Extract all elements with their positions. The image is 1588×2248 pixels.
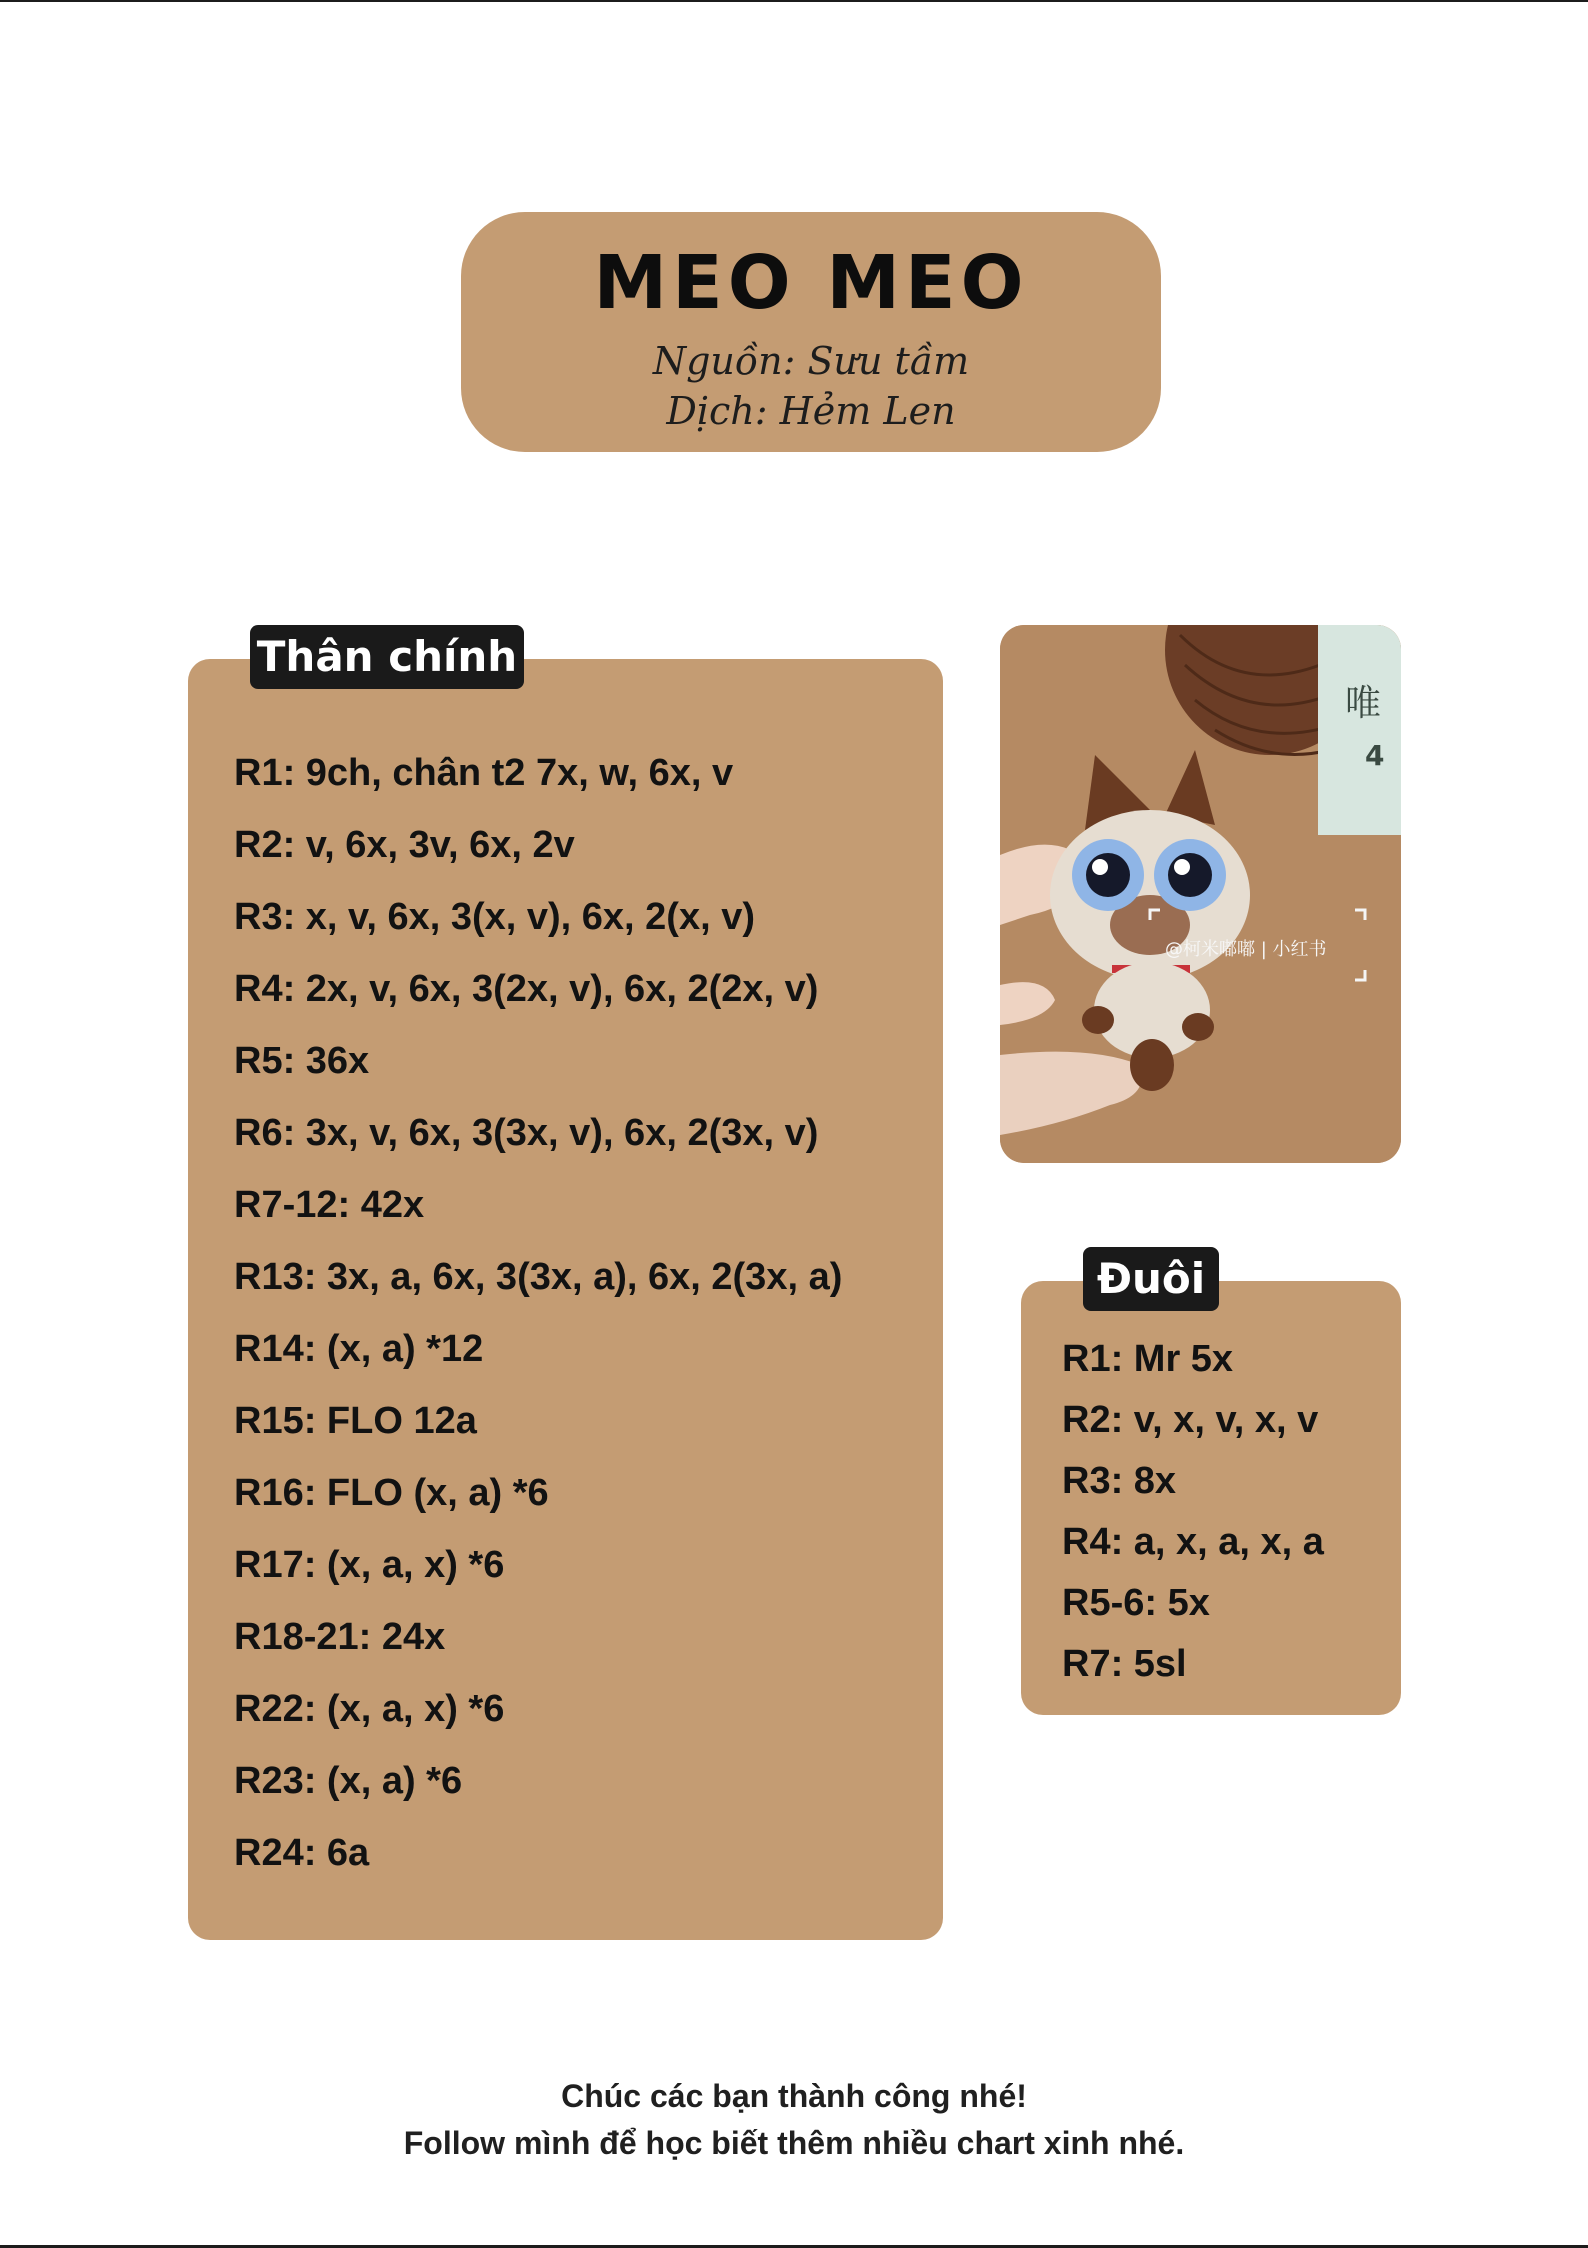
- pattern-row: R6: 3x, v, 6x, 3(3x, v), 6x, 2(3x, v): [234, 1112, 819, 1154]
- pattern-row: R18-21: 24x: [234, 1616, 446, 1658]
- tail-title: Đuôi: [1083, 1247, 1219, 1311]
- pattern-row: R16: FLO (x, a) *6: [234, 1472, 549, 1514]
- translator-credit: Dịch: Hẻm Len: [666, 389, 956, 433]
- pattern-row: R1: 9ch, chân t2 7x, w, 6x, v: [234, 752, 734, 794]
- main-body-rows: [234, 750, 842, 1902]
- pattern-row: R3: x, v, 6x, 3(x, v), 6x, 2(x, v): [234, 896, 755, 938]
- yarn-label-num: 4: [1365, 739, 1385, 772]
- product-photo: [1000, 625, 1401, 1163]
- pattern-row: R23: (x, a) *6: [234, 1760, 463, 1802]
- pattern-row: R7-12: 42x: [234, 1184, 425, 1226]
- main-body-title: Thân chính: [250, 625, 524, 689]
- pattern-row: R4: a, x, a, x, a: [1062, 1521, 1324, 1563]
- top-border: [0, 0, 1588, 2]
- pattern-row: R5: 36x: [234, 1040, 370, 1082]
- pattern-row: R24: 6a: [234, 1832, 370, 1874]
- pattern-row: R22: (x, a, x) *6: [234, 1688, 505, 1730]
- pattern-row: R5-6: 5x: [1062, 1582, 1210, 1624]
- footer-follow: Follow mình để học biết thêm nhiều chart xinh nhé.: [403, 2125, 1185, 2161]
- footer-greeting: Chúc các bạn thành công nhé!: [561, 2078, 1027, 2114]
- pattern-row: R15: FLO 12a: [234, 1400, 477, 1442]
- pattern-row: R13: 3x, a, 6x, 3(3x, a), 6x, 2(3x, a): [234, 1256, 843, 1298]
- pattern-row: R2: v, 6x, 3v, 6x, 2v: [234, 824, 575, 866]
- yarn-label-char: 唯: [1345, 683, 1382, 724]
- pattern-row: R14: (x, a) *12: [234, 1328, 484, 1370]
- source-credit: Nguồn: Sưu tầm: [652, 339, 970, 383]
- pattern-row: R17: (x, a, x) *6: [234, 1544, 505, 1586]
- tail-rows: [1062, 1336, 1324, 1702]
- pattern-row: R2: v, x, v, x, v: [1062, 1399, 1319, 1441]
- pattern-title: MEO MEO: [593, 240, 1029, 326]
- pattern-row: R1: Mr 5x: [1062, 1338, 1234, 1380]
- header-card: [461, 212, 1161, 452]
- pattern-row: R3: 8x: [1062, 1460, 1177, 1502]
- pattern-row: R4: 2x, v, 6x, 3(2x, v), 6x, 2(2x, v): [234, 968, 819, 1010]
- photo-watermark: @柯米嘟嘟 | 小红书: [1165, 939, 1327, 960]
- pattern-row: R7: 5sl: [1062, 1643, 1187, 1685]
